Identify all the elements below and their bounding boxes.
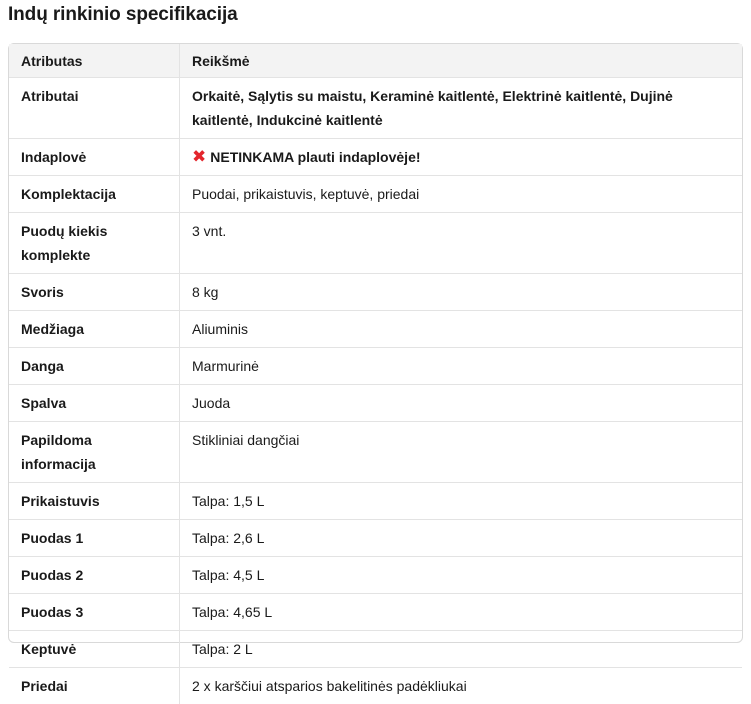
attribute-cell: Papildoma informacija xyxy=(9,422,180,483)
attribute-cell: Svoris xyxy=(9,274,180,311)
spec-table-container xyxy=(8,43,743,643)
table-row xyxy=(9,483,742,520)
attribute-cell: Medžiaga xyxy=(9,311,180,348)
attribute-cell: Puodas 2 xyxy=(9,557,180,594)
attribute-cell: Prikaistuvis xyxy=(9,483,180,520)
table-row xyxy=(9,422,742,483)
table-row xyxy=(9,385,742,422)
attribute-cell: Spalva xyxy=(9,385,180,422)
table-row xyxy=(9,557,742,594)
column-header-value: Reikšmė xyxy=(180,44,743,78)
table-row xyxy=(9,274,742,311)
value-cell: Marmurinė xyxy=(180,348,743,385)
column-header-attribute: Atributas xyxy=(9,44,180,78)
attribute-cell: Puodas 1 xyxy=(9,520,180,557)
red-x-icon: ✖ xyxy=(192,147,206,166)
table-row xyxy=(9,78,742,139)
table-row xyxy=(9,348,742,385)
page-title: Indų rinkinio specifikacija xyxy=(8,4,238,26)
value-cell: Aliuminis xyxy=(180,311,743,348)
table-row xyxy=(9,139,742,176)
value-cell: Talpa: 1,5 L xyxy=(180,483,743,520)
table-row xyxy=(9,520,742,557)
table-row xyxy=(9,631,742,668)
value-cell: Puodai, prikaistuvis, keptuvė, priedai xyxy=(180,176,743,213)
spec-table xyxy=(9,44,742,704)
value-cell xyxy=(180,139,743,176)
table-row xyxy=(9,176,742,213)
value-cell: Talpa: 4,5 L xyxy=(180,557,743,594)
attribute-cell: Puodų kiekis komplekte xyxy=(9,213,180,274)
dishwasher-warning-text: NETINKAMA plauti indaplovėje! xyxy=(210,149,420,165)
value-cell: Talpa: 2 L xyxy=(180,631,743,668)
attribute-cell: Priedai xyxy=(9,668,180,704)
value-cell: Orkaitė, Sąlytis su maistu, Keraminė kaitlentė, Elektrinė kaitlentė, Dujinė kaitlentė, Indukcinė kaitlentė xyxy=(180,78,743,139)
attribute-cell: Keptuvė xyxy=(9,631,180,668)
value-cell: 3 vnt. xyxy=(180,213,743,274)
attribute-cell: Danga xyxy=(9,348,180,385)
table-row xyxy=(9,668,742,704)
attribute-cell: Indaplovė xyxy=(9,139,180,176)
table-row xyxy=(9,213,742,274)
value-cell: Talpa: 2,6 L xyxy=(180,520,743,557)
attribute-cell: Atributai xyxy=(9,78,180,139)
table-row xyxy=(9,594,742,631)
value-cell: Talpa: 4,65 L xyxy=(180,594,743,631)
value-cell: 8 kg xyxy=(180,274,743,311)
value-cell: Juoda xyxy=(180,385,743,422)
value-cell: Stikliniai dangčiai xyxy=(180,422,743,483)
table-header-row xyxy=(9,44,742,78)
attribute-cell: Komplektacija xyxy=(9,176,180,213)
table-row xyxy=(9,311,742,348)
attribute-cell: Puodas 3 xyxy=(9,594,180,631)
value-cell: 2 x karščiui atsparios bakelitinės padėkliukai xyxy=(180,668,743,704)
